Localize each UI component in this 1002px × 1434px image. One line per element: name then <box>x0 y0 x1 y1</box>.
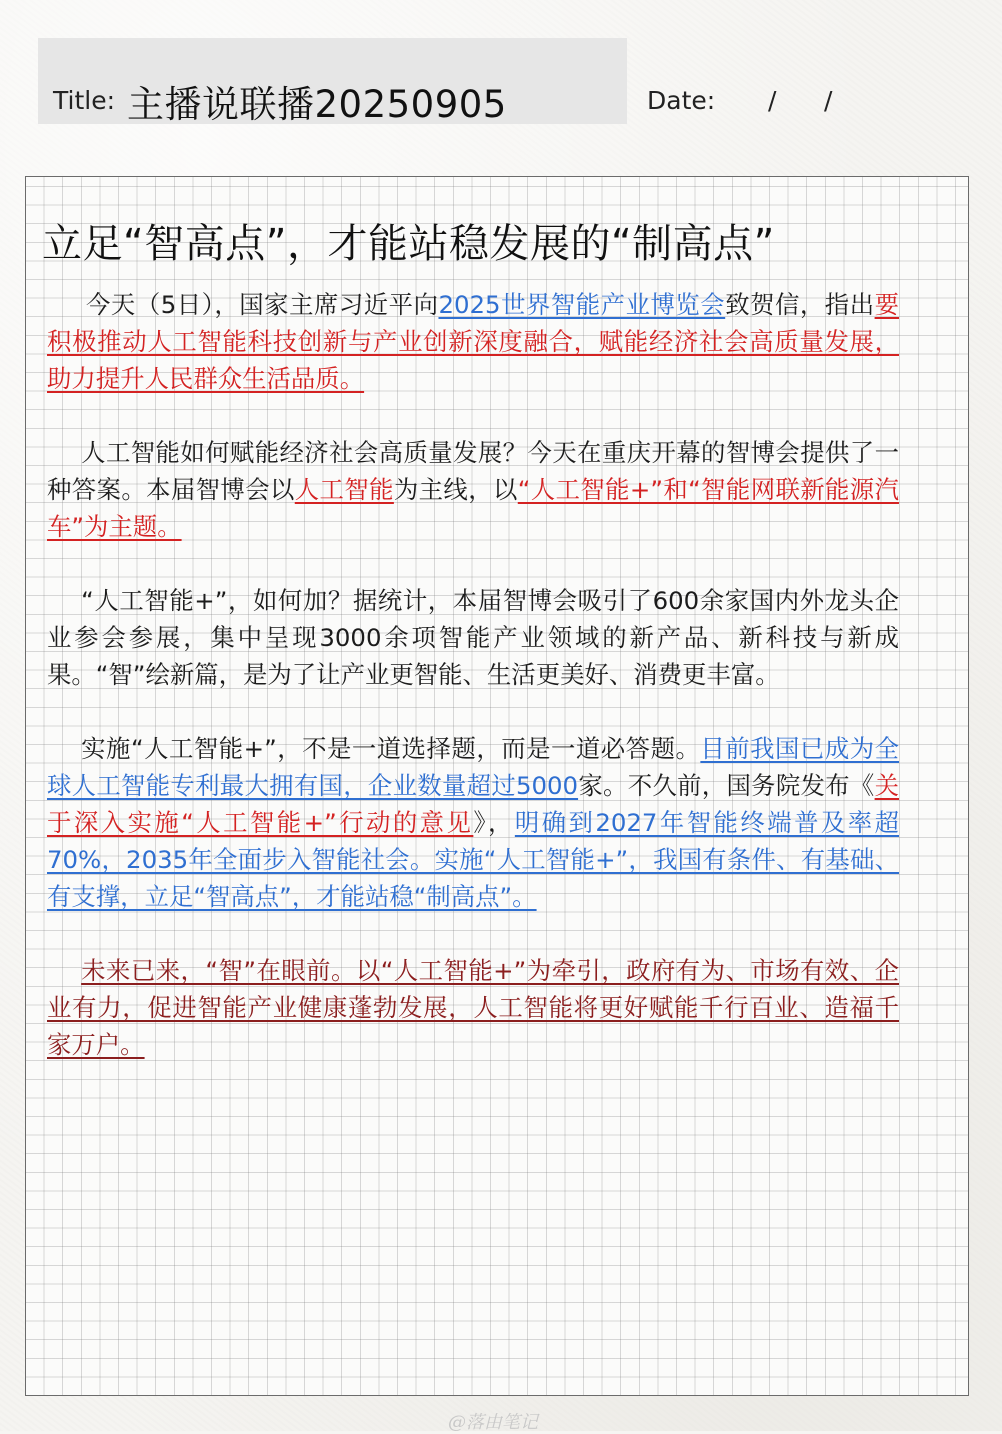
paragraph-2-text-c: 为主线，以 <box>393 475 518 504</box>
paragraph-5 <box>47 952 899 1063</box>
watermark-text: @落由笔记 <box>448 1412 538 1433</box>
paragraph-4-text-e: 》， <box>473 808 515 837</box>
paragraph-3-text: “人工智能+”，如何加？据统计，本届智博会吸引了600余家国内外龙头企业参会参展，集中呈现3000余项智能产业领域的新产品、新科技与新成果。“智”绘新篇，是为了让产业更智能、生活更美好、消费更丰富。 <box>47 586 899 689</box>
paragraph-2-text-a: 人工智能如何赋能经济社会高质量发展？今天在重庆开幕的智博会提供了一种答案。本届智博会以 <box>47 438 899 504</box>
paragraph-4 <box>47 730 899 915</box>
date-label: Date: <box>647 86 716 115</box>
paragraph-1-text-c: 致贺信，指出 <box>725 290 875 319</box>
highlight-conclusion: 未来已来，“智”在眼前。以“人工智能+”为牵引，政府有为、市场有效、企业有力，促进智能产业健康蓬勃发展，人工智能将更好赋能千行百业、造福千家万户。 <box>47 956 899 1059</box>
highlight-expo-name: 2025世界智能产业博览会 <box>438 290 726 319</box>
article-body <box>47 286 899 1100</box>
paragraph-2 <box>47 434 899 545</box>
paragraph-3 <box>47 582 899 693</box>
page-title: 主播说联播20250905 <box>127 83 507 126</box>
highlight-main-line: 人工智能 <box>294 475 394 504</box>
paragraph-4-text-c: 家。不久前，国务院发布《 <box>578 771 875 800</box>
paragraph-1 <box>47 286 899 397</box>
highlight-letter-quote: 要积极推动人工智能科技创新与产业创新深度融合，赋能经济社会高质量发展，助力提升人民群众生活品质。 <box>47 290 899 393</box>
paragraph-4-text-a: 实施“人工智能+”，不是一道选择题，而是一道必答题。 <box>81 734 701 763</box>
highlight-policy-goals: 明确到2027年智能终端普及率超70%，2035年全面步入智能社会。实施“人工智能+”，我国有条件、有基础、有支撑，立足“智高点”，才能站稳“制高点”。 <box>47 808 899 911</box>
highlight-policy-title: 关于深入实施“人工智能+”行动的意见 <box>47 771 899 837</box>
highlight-patent-fact: 目前我国已成为全球人工智能专利最大拥有国，企业数量超过5000 <box>47 734 899 800</box>
article-heading: 立足“智高点”，才能站稳发展的“制高点” <box>42 221 775 267</box>
title-label: Title: <box>53 86 115 115</box>
date-slash-1: / <box>768 86 777 115</box>
date-slash-2: / <box>824 86 833 115</box>
paragraph-1-text-a: 今天（5日），国家主席习近平向 <box>86 290 439 319</box>
highlight-theme: “人工智能+”和“智能网联新能源汽车”为主题。 <box>47 475 899 541</box>
